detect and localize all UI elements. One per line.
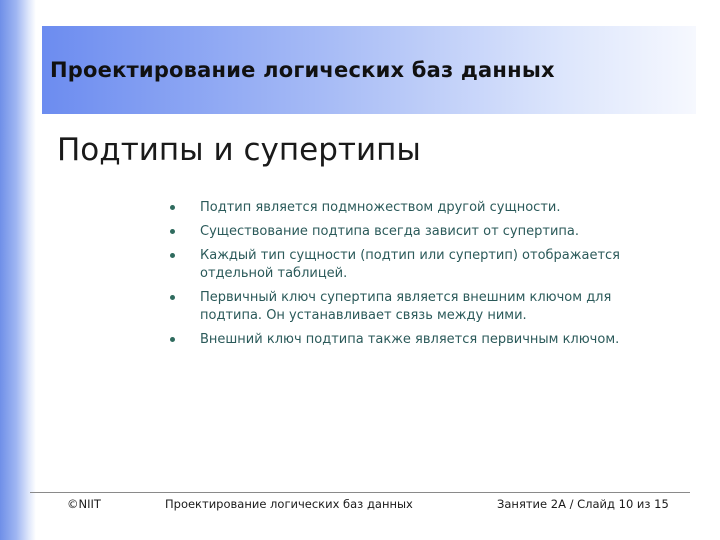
bullet-list — [165, 199, 665, 355]
header-title: Проектирование логических баз данных — [50, 58, 555, 82]
bullet-item — [165, 247, 665, 283]
footer-slide-number: Занятие 2A / Слайд 10 из 15 — [497, 497, 669, 511]
bullet-item — [165, 223, 665, 241]
bullet-text: Первичный ключ супертипа является внешним ключом для подтипа. Он устанавливает связь между ними. — [200, 290, 612, 323]
bullet-dot-icon — [170, 229, 175, 234]
bullet-text: Каждый тип сущности (подтип или супертип) отображается отдельной таблицей. — [200, 248, 620, 281]
bullet-text: Существование подтипа всегда зависит от супертипа. — [200, 224, 579, 239]
bullet-text: Подтип является подмножеством другой сущности. — [200, 200, 561, 215]
bullet-item — [165, 199, 665, 217]
footer-copyright: ©NIIT — [67, 497, 101, 511]
bullet-dot-icon — [170, 295, 175, 300]
footer-course-title: Проектирование логических баз данных — [165, 497, 413, 511]
left-decorative-bar — [0, 0, 36, 540]
bullet-dot-icon — [170, 205, 175, 210]
bullet-text: Внешний ключ подтипа также является первичным ключом. — [200, 332, 620, 347]
bullet-dot-icon — [170, 253, 175, 258]
bullet-item — [165, 331, 665, 349]
bullet-dot-icon — [170, 337, 175, 342]
footer-divider — [30, 492, 690, 493]
slide-title: Подтипы и супертипы — [57, 132, 421, 168]
bullet-item — [165, 289, 665, 325]
